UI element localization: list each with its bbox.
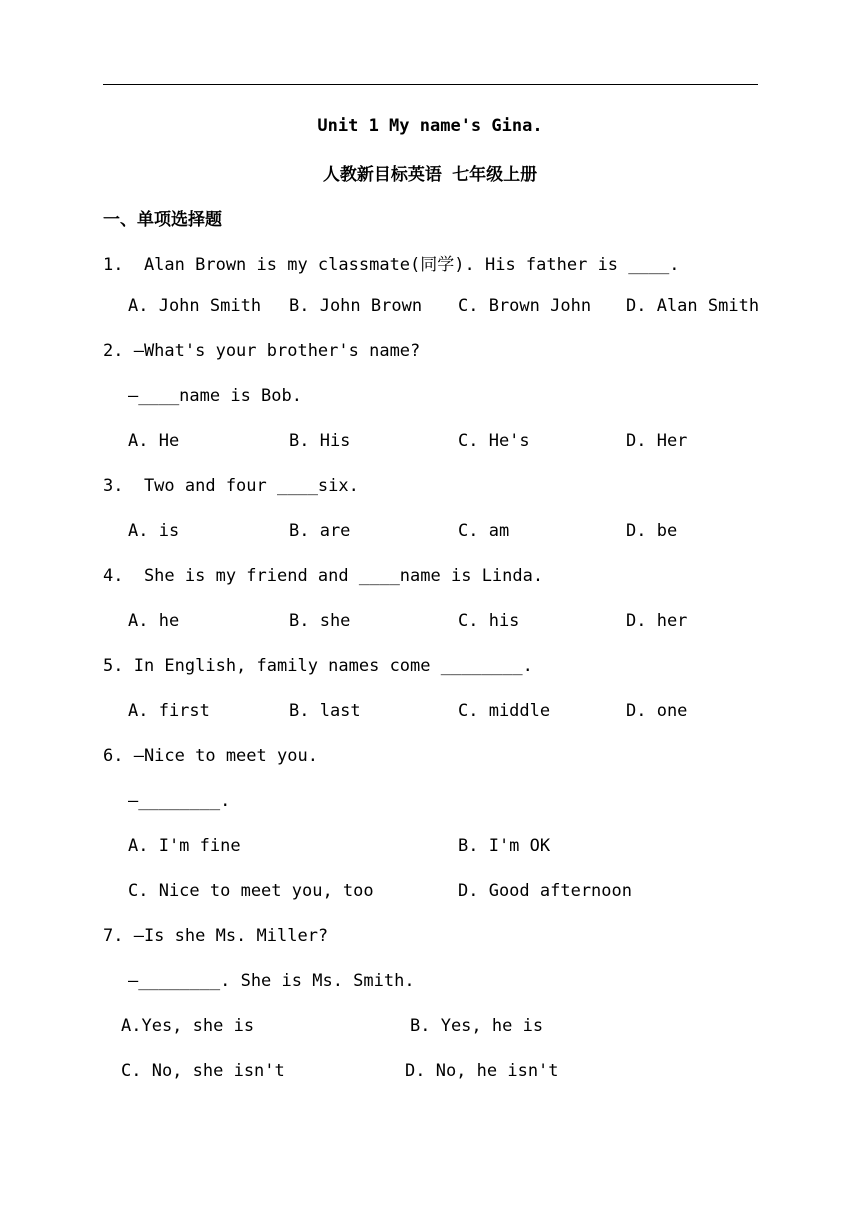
question-7-option-b: B. Yes, he is — [410, 1016, 544, 1036]
header-rule — [103, 84, 758, 85]
question-6-stem: 6. —Nice to meet you. — [103, 746, 318, 766]
page-subtitle: 人教新目标英语 七年级上册 — [322, 165, 538, 185]
question-3-option-b: B. are — [289, 521, 351, 541]
question-3-option-c: C. am — [458, 521, 510, 541]
question-1-option-c: C. Brown John — [458, 296, 592, 316]
question-3-stem: 3. Two and four ____six. — [103, 476, 359, 496]
question-7-option-d: D. No, he isn't — [405, 1061, 559, 1081]
question-5-option-d: D. one — [626, 701, 688, 721]
question-2-option-a: A. He — [128, 431, 180, 451]
question-6-option-d: D. Good afternoon — [458, 881, 632, 901]
question-5-option-c: C. middle — [458, 701, 551, 721]
question-7-answer-line: —________. She is Ms. Smith. — [128, 971, 415, 991]
question-6-option-a: A. I'm fine — [128, 836, 241, 856]
question-2-stem: 2. —What's your brother's name? — [103, 341, 421, 361]
question-3-option-a: A. is — [128, 521, 180, 541]
question-1-option-b: B. John Brown — [289, 296, 423, 316]
question-5-option-b: B. last — [289, 701, 361, 721]
question-2-option-c: C. He's — [458, 431, 530, 451]
section-heading: 一、单项选择题 — [103, 210, 222, 230]
question-4-option-c: C. his — [458, 611, 520, 631]
question-1-option-a: A. John Smith — [128, 296, 262, 316]
question-2-option-d: D. Her — [626, 431, 688, 451]
question-7-stem: 7. —Is she Ms. Miller? — [103, 926, 329, 946]
question-7-option-a: A.Yes, she is — [121, 1016, 255, 1036]
question-4-option-d: D. her — [626, 611, 688, 631]
question-6-option-b: B. I'm OK — [458, 836, 551, 856]
question-6-answer-line: —________. — [128, 791, 231, 811]
question-5-option-a: A. first — [128, 701, 210, 721]
question-4-option-a: A. he — [128, 611, 180, 631]
question-1-stem: 1. Alan Brown is my classmate(同学). His father is ____. — [103, 255, 680, 275]
question-5-stem: 5. In English, family names come ________. — [103, 656, 533, 676]
question-2-answer-line: —____name is Bob. — [128, 386, 302, 406]
question-4-option-b: B. she — [289, 611, 351, 631]
question-2-option-b: B. His — [289, 431, 351, 451]
question-1-option-d: D. Alan Smith — [626, 296, 760, 316]
question-4-stem: 4. She is my friend and ____name is Linda. — [103, 566, 544, 586]
question-7-option-c: C. No, she isn't — [121, 1061, 285, 1081]
question-3-option-d: D. be — [626, 521, 678, 541]
page-title: Unit 1 My name's Gina. — [317, 116, 543, 136]
question-6-option-c: C. Nice to meet you, too — [128, 881, 374, 901]
